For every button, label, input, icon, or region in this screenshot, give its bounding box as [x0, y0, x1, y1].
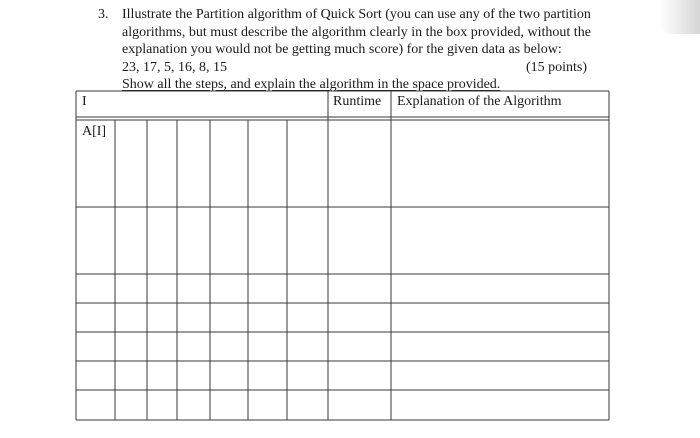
data-line: [122, 59, 587, 77]
explanation-header: Explanation of the Algorithm: [397, 94, 562, 109]
index-label: I: [82, 94, 87, 109]
points-label: (15 points): [525, 59, 587, 75]
question-line: Illustrate the Partition algorithm of Quick Sort (you can use any of the two partition: [122, 7, 591, 22]
question-number: 3.: [98, 7, 109, 22]
page-corner-shadow: [660, 0, 700, 34]
array-label: A[I]: [82, 124, 107, 139]
runtime-header: Runtime: [333, 94, 382, 109]
question-line: explanation you would not be getting much score) for the given data as below:: [122, 42, 562, 57]
question-text: [122, 6, 622, 94]
question-line: algorithms, but must describe the algorithm clearly in the box provided, without the: [122, 24, 591, 40]
instruction-line: Show all the steps, and explain the algorithm in the space provided.: [122, 77, 501, 92]
given-data: 23, 17, 5, 16, 8, 15: [122, 59, 227, 75]
